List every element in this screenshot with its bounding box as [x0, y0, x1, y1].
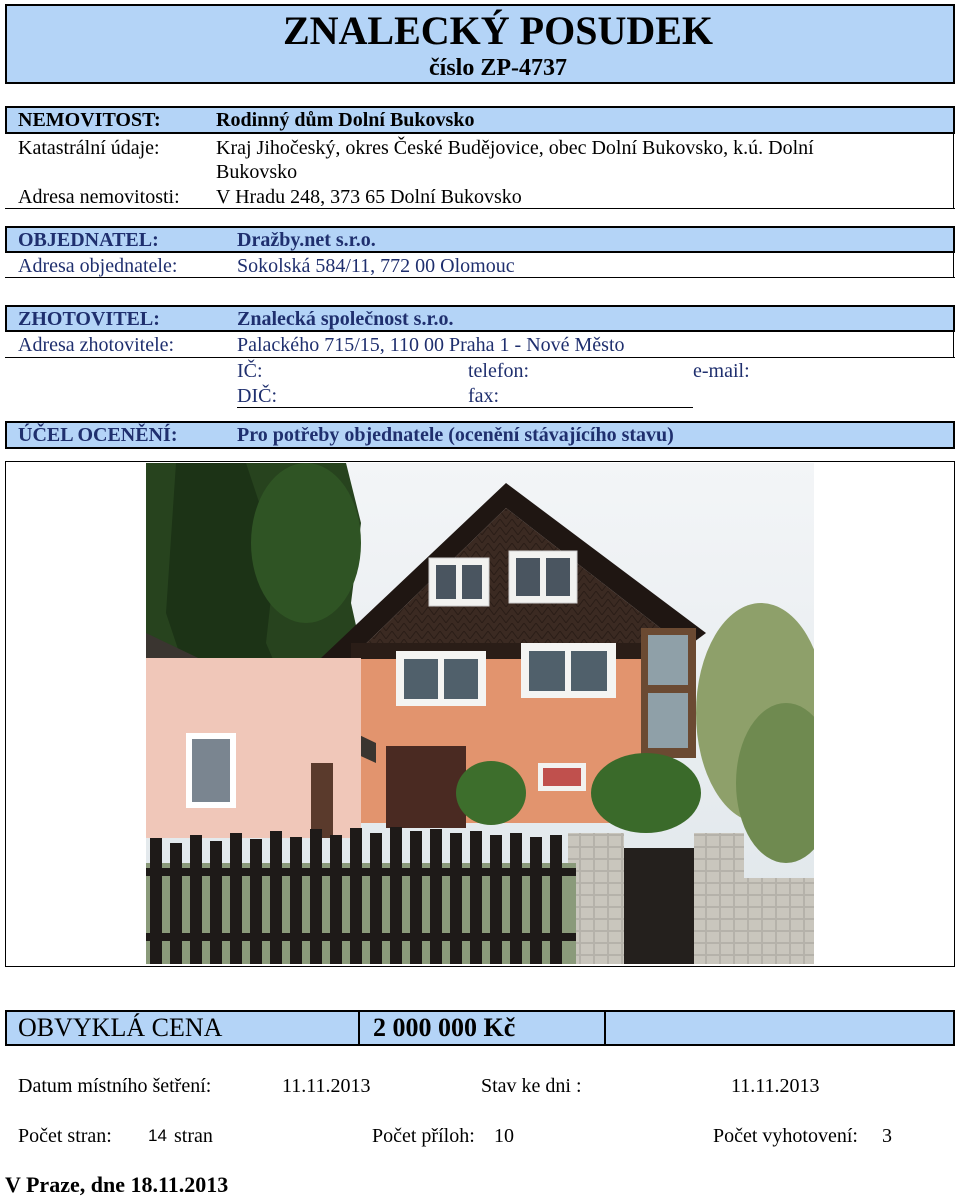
pages-label: Počet stran: — [18, 1125, 112, 1147]
inspection-date-value: 11.11.2013 — [282, 1075, 371, 1097]
document-number: číslo ZP-4737 — [429, 55, 567, 81]
contractor-address-label: Adresa zhotovitele: — [18, 334, 175, 356]
price-divider-1 — [358, 1010, 360, 1046]
place-date: V Praze, dne 18.11.2013 — [5, 1172, 229, 1197]
house-photo — [146, 463, 814, 964]
contractor-ic-label: IČ: — [237, 360, 263, 382]
pages-value: 14 — [148, 1126, 167, 1145]
state-date-value: 11.11.2013 — [731, 1075, 820, 1097]
client-section-right-line — [953, 252, 954, 278]
purpose-label: ÚČEL OCENĚNÍ: — [18, 424, 178, 446]
client-address-value: Sokolská 584/11, 772 00 Olomouc — [237, 255, 515, 277]
price-label: OBVYKLÁ CENA — [18, 1013, 223, 1042]
property-name: Rodinný dům Dolní Bukovsko — [216, 109, 475, 131]
contractor-dic-label: DIČ: — [237, 385, 277, 407]
cadastral-value-line1: Kraj Jihočeský, okres České Budějovice, obec Dolní Bukovsko, k.ú. Dolní — [216, 137, 814, 159]
attachments-value: 10 — [494, 1125, 514, 1147]
price-value: 2 000 000 Kč — [373, 1013, 516, 1042]
document-title: ZNALECKÝ POSUDEK — [282, 8, 714, 53]
contractor-email-label: e-mail: — [693, 360, 750, 382]
copies-label: Počet vyhotovení: — [713, 1125, 858, 1147]
purpose-value: Pro potřeby objednatele (ocenění stávajícího stavu) — [237, 424, 674, 446]
property-address-label: Adresa nemovitosti: — [18, 186, 180, 208]
price-divider-2 — [604, 1010, 606, 1046]
contractor-phone-label: telefon: — [468, 360, 530, 382]
contractor-label: ZHOTOVITEL: — [18, 308, 160, 330]
contractor-name: Znalecká společnost s.r.o. — [237, 308, 454, 330]
property-section-right-line — [953, 133, 954, 209]
property-address-value: V Hradu 248, 373 65 Dolní Bukovsko — [216, 186, 522, 208]
cadastral-label: Katastrální údaje: — [18, 137, 160, 159]
contractor-contact-bottom-line — [237, 407, 693, 408]
client-label: OBJEDNATEL: — [18, 229, 159, 251]
pages-unit: stran — [174, 1125, 213, 1147]
property-label: NEMOVITOST: — [18, 109, 161, 131]
contractor-address-value: Palackého 715/15, 110 00 Praha 1 - Nové Město — [237, 334, 625, 356]
state-date-label: Stav ke dni : — [481, 1075, 582, 1097]
inspection-date-label: Datum místního šetření: — [18, 1075, 212, 1097]
contractor-fax-label: fax: — [468, 385, 500, 407]
property-section-bottom-line — [5, 208, 955, 209]
client-section-bottom-line — [5, 277, 955, 278]
copies-value: 3 — [882, 1125, 892, 1147]
cadastral-value-line2: Bukovsko — [216, 161, 298, 183]
attachments-label: Počet příloh: — [372, 1125, 475, 1147]
contractor-address-bottom-line — [5, 357, 955, 358]
contractor-section-right-line — [953, 331, 954, 358]
client-address-label: Adresa objednatele: — [18, 255, 178, 277]
client-name: Dražby.net s.r.o. — [237, 229, 376, 251]
